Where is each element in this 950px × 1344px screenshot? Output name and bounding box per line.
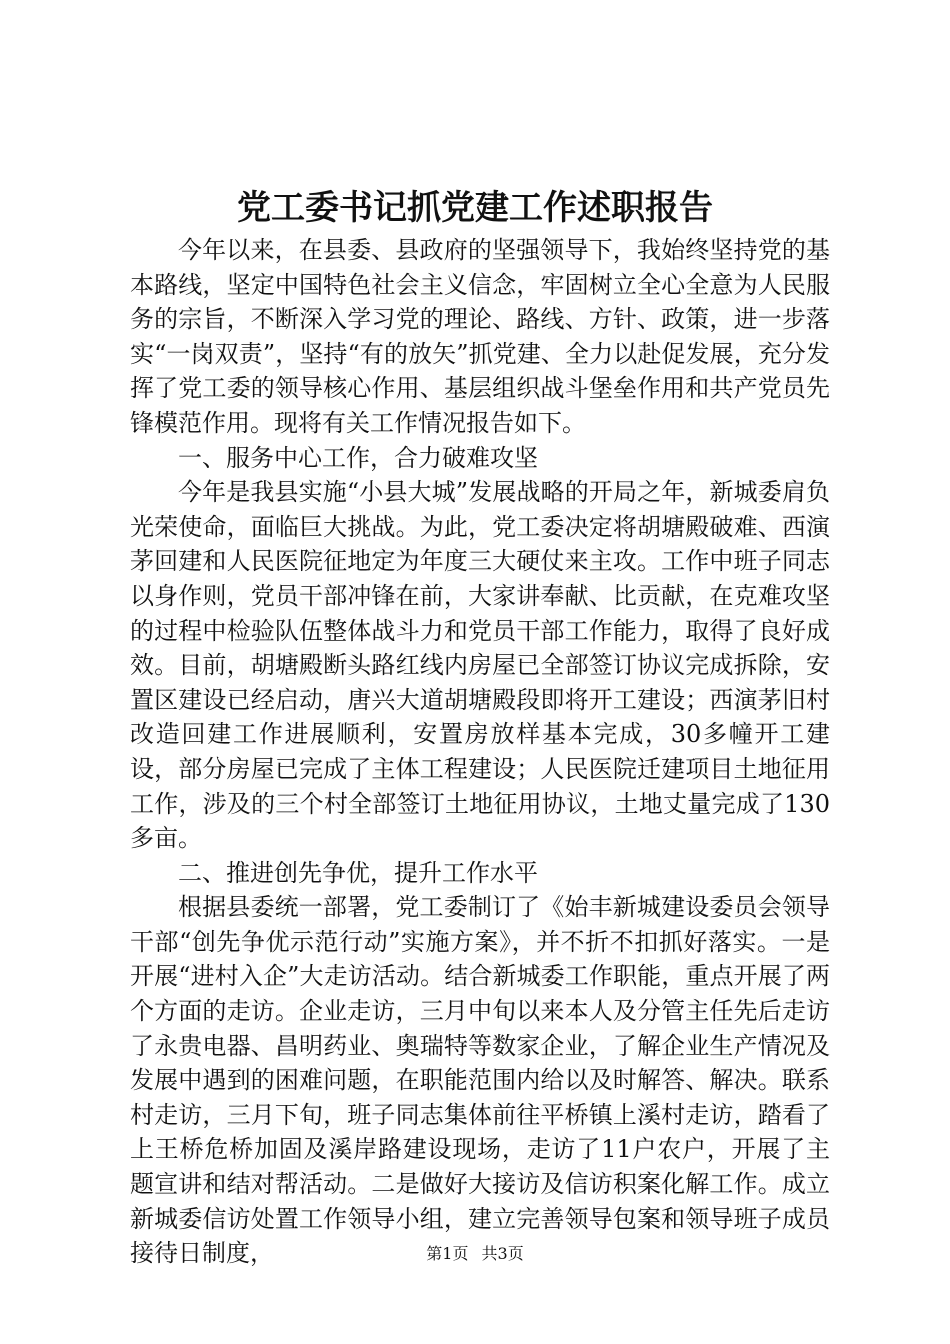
page-number: 第1页 <box>426 1244 469 1263</box>
section-1-paragraph: 今年是我县实施“小县大城”发展战略的开局之年，新城委肩负光荣使命，面临巨大挑战。为此，党工委决定将胡塘殿破难、西演茅回建和人民医院征地定为年度三大硬仗来主攻。工作中班子同志以身作则，党员干部冲锋在前，大家讲奉献、比贡献，在克难攻坚的过程中检验队伍整体战斗力和党员干部工作能力，取得了良好成效。目前，胡塘殿断头路红线内房屋已全部签订协议完成拆除，安置区建设已经启动，唐兴大道胡塘殿段即将开工建设；西演茅旧村改造回建工作进展顺利，安置房放样基本完成，30多幢开工建设，部分房屋已完成了主体工程建设；人民医院迁建项目土地征用工作，涉及的三个村全部签订土地征用协议，土地丈量完成了130多亩。 <box>130 478 830 853</box>
intro-paragraph: 今年以来，在县委、县政府的坚强领导下，我始终坚持党的基本路线，坚定中国特色社会主义信念，牢固树立全心全意为人民服务的宗旨，不断深入学习党的理论、路线、方针、政策，进一步落实“一岗双责”，坚持“有的放矢”抓党建、全力以赴促发展，充分发挥了党工委的领导核心作用、基层组织战斗堡垒作用和共产党员先锋模范作用。现将有关工作情况报告如下。 <box>130 236 830 437</box>
section-heading-2: 二、推进创先争优，提升工作水平 <box>178 858 538 887</box>
page-footer <box>0 1242 950 1266</box>
page-total: 共3页 <box>481 1244 524 1263</box>
section-2-paragraph: 根据县委统一部署，党工委制订了《始丰新城建设委员会领导干部“创先争优示范行动”实施方案》，并不折不扣抓好落实。一是开展“进村入企”大走访活动。结合新城委工作职能，重点开展了两个方面的走访。企业走访，三月中旬以来本人及分管主任先后走访了永贵电器、昌明药业、奥瑞特等数家企业，了解企业生产情况及发展中遇到的困难问题，在职能范围内给以及时解答、解决。联系村走访，三月下旬，班子同志集体前往平桥镇上溪村走访，踏看了上王桥危桥加固及溪岸路建设现场，走访了11户农户，开展了主题宣讲和结对帮活动。二是做好大接访及信访积案化解工作。成立新城委信访处置工作领导小组，建立完善领导包案和领导班子成员接待日制度， <box>130 893 830 1268</box>
document-title: 党工委书记抓党建工作述职报告 <box>237 188 713 228</box>
document-body <box>130 233 830 1271</box>
section-heading-1: 一、服务中心工作，合力破难攻坚 <box>178 443 538 472</box>
